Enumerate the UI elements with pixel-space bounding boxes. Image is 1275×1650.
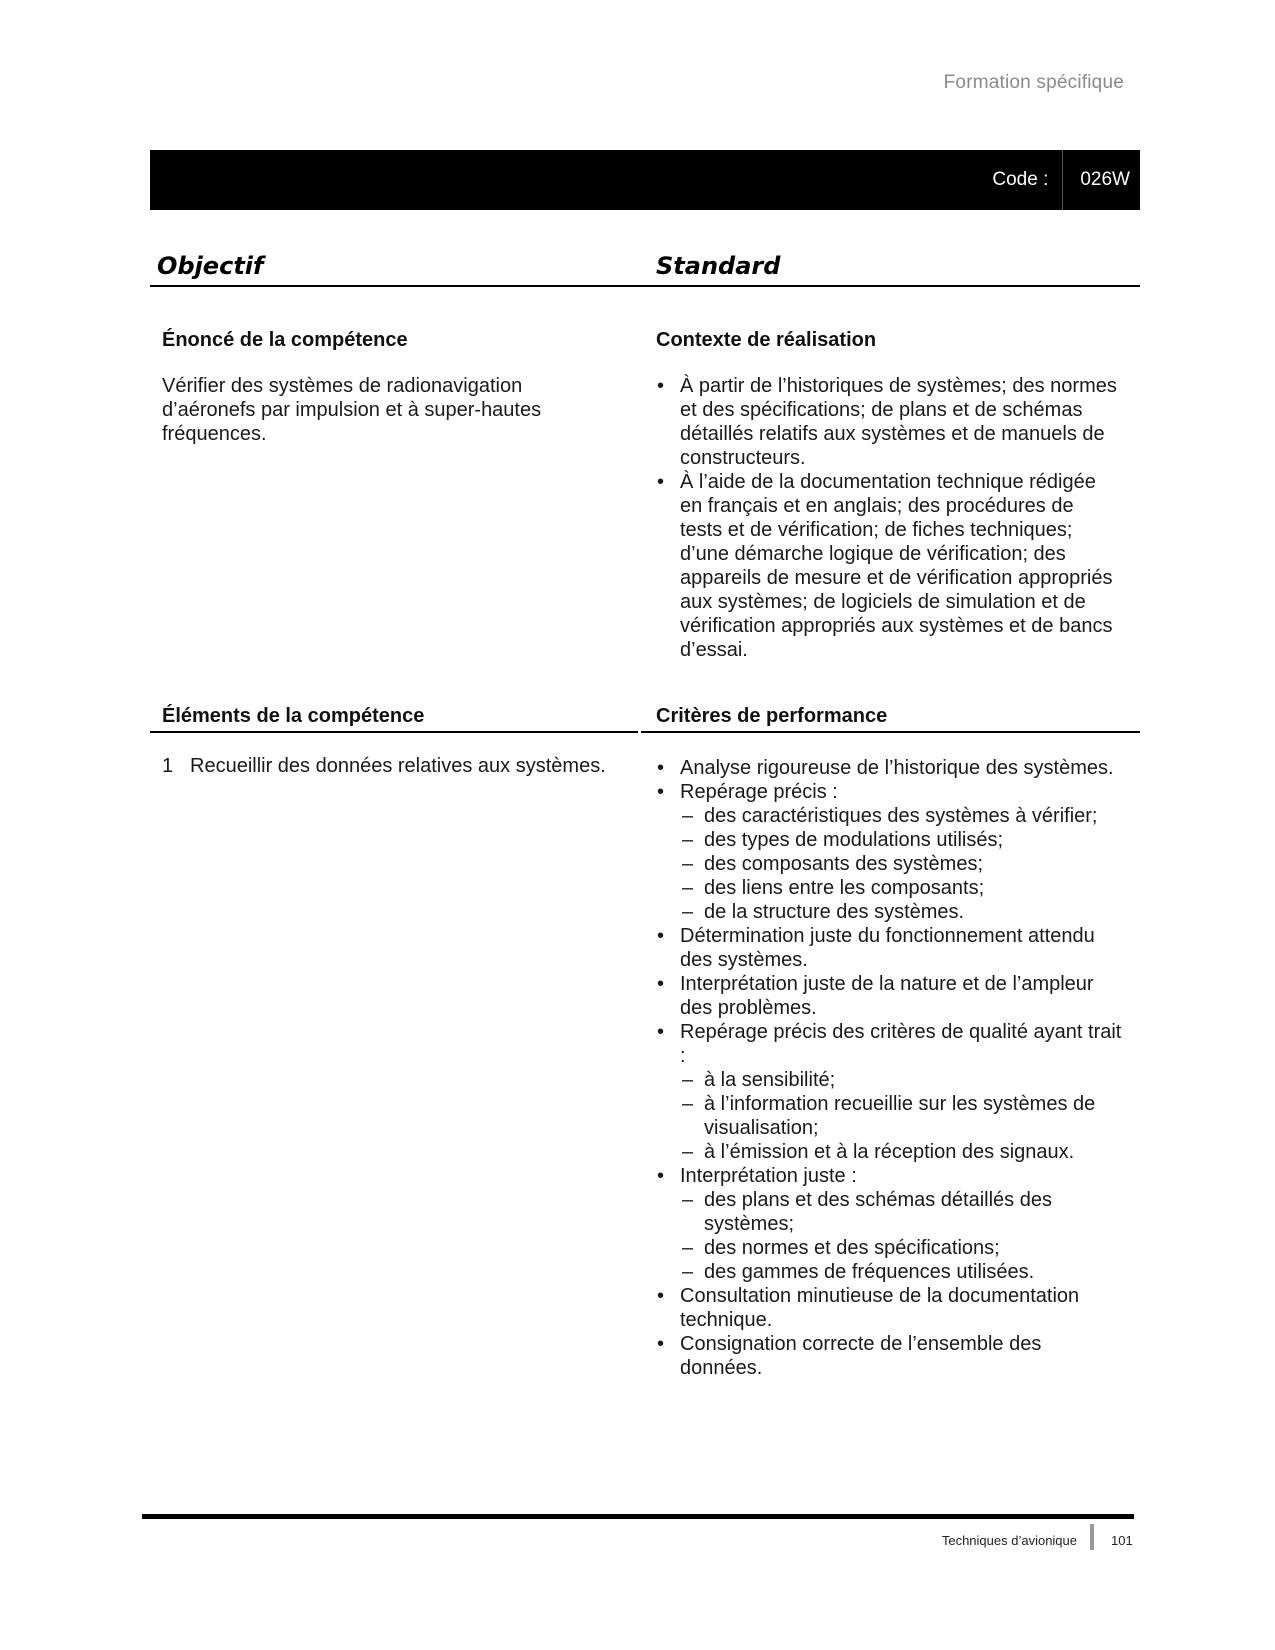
page-number: 101 — [1111, 1533, 1133, 1548]
criteria-text: Détermination juste du fonctionnement attendu des systèmes. — [680, 925, 1095, 971]
criteria-text: Consultation minutieuse de la documentation technique. — [680, 1285, 1080, 1331]
sub-list — [680, 1188, 1126, 1284]
sub-item: – à l’émission et à la réception des signaux. — [680, 1140, 1126, 1164]
criteria-text: Analyse rigoureuse de l’historique des systèmes. — [680, 757, 1114, 779]
code-label: Code : — [992, 169, 1049, 190]
element-item-1 — [162, 754, 606, 778]
criteres-list — [656, 756, 1126, 1380]
list-item: • À l’aide de la documentation technique rédigée en français et en anglais; des procédures de tests et de vérification; de fiches techniques; d’une démarche logique de vérification; des appareils de mesure et de vérification appropriés aux systèmes; de logiciels de simulation et de vérification appropriés aux systèmes et de bancs d’essai. — [656, 470, 1121, 662]
column-heading-rule — [150, 285, 1140, 287]
column-heading-standard: Standard — [656, 252, 781, 280]
criteres-rule — [641, 731, 1140, 733]
enonce-title: Énoncé de la compétence — [162, 329, 408, 351]
sub-item: – à la sensibilité; — [680, 1068, 1126, 1092]
list-item: • À partir de l’historiques de systèmes; des normes et des spécifications; de plans et de schémas détaillés relatifs aux systèmes et de manuels de constructeurs. — [656, 374, 1121, 470]
footer-title: Techniques d’avionique — [941, 1533, 1077, 1548]
footer-rule — [142, 1514, 1134, 1519]
sub-item: – de la structure des systèmes. — [680, 900, 1126, 924]
list-item — [656, 780, 1126, 924]
criteria-text: Interprétation juste de la nature et de l’ampleur des problèmes. — [680, 973, 1094, 1019]
list-item — [656, 1284, 1126, 1332]
list-item — [656, 1332, 1126, 1380]
sub-item: – des liens entre les composants; — [680, 876, 1126, 900]
criteria-text: Repérage précis : — [680, 781, 838, 803]
contexte-title: Contexte de réalisation — [656, 329, 877, 351]
sub-item: – des normes et des spécifications; — [680, 1236, 1126, 1260]
contexte-list — [656, 374, 1121, 662]
sub-list — [680, 1068, 1126, 1164]
code-divider — [1062, 150, 1063, 210]
sub-item: – des plans et des schémas détaillés des systèmes; — [680, 1188, 1126, 1236]
elements-title: Éléments de la compétence — [162, 705, 425, 727]
sub-list — [680, 804, 1126, 924]
sub-item: – des caractéristiques des systèmes à vérifier; — [680, 804, 1126, 828]
enonce-text: Vérifier des systèmes de radionavigation d’aéronefs par impulsion et à super-hautes fréquences. — [162, 375, 542, 445]
footer-divider — [1090, 1524, 1094, 1550]
code-value: 026W — [1080, 169, 1130, 190]
criteria-text: Repérage précis des critères de qualité ayant trait : — [680, 1021, 1122, 1067]
code-bar — [150, 150, 1140, 210]
sub-item: – des composants des systèmes; — [680, 852, 1126, 876]
element-text: Recueillir des données relatives aux systèmes. — [190, 755, 606, 777]
sub-item: – des gammes de fréquences utilisées. — [680, 1260, 1126, 1284]
criteres-title: Critères de performance — [656, 705, 888, 727]
elements-rule — [150, 731, 638, 733]
running-head: Formation spécifique — [943, 72, 1124, 93]
list-item — [656, 1020, 1126, 1164]
sub-item: – des types de modulations utilisés; — [680, 828, 1126, 852]
column-heading-objectif: Objectif — [157, 252, 264, 280]
sub-item: – à l’information recueillie sur les systèmes de visualisation; — [680, 1092, 1126, 1140]
list-item — [656, 756, 1126, 780]
list-item — [656, 924, 1126, 972]
criteria-text: Consignation correcte de l’ensemble des données. — [680, 1333, 1042, 1379]
list-item — [656, 972, 1126, 1020]
element-number: 1 — [162, 755, 174, 777]
criteria-text: Interprétation juste : — [680, 1165, 857, 1187]
list-item — [656, 1164, 1126, 1284]
